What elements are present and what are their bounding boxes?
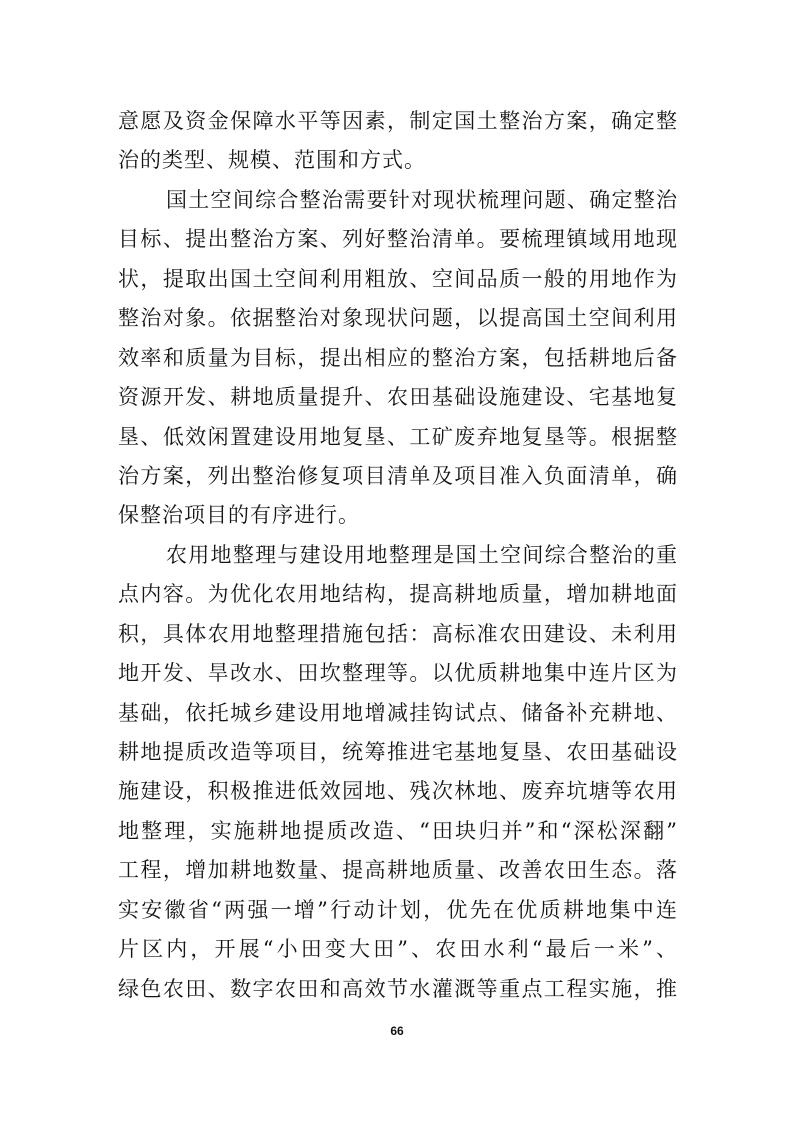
text-line: 施建设，积极推进低效园地、残次林地、废弃坑塘等农用	[118, 779, 678, 804]
text-line: 实安徽省“两强一增”行动计划，优先在优质耕地集中连	[118, 897, 678, 922]
text-line: 保整治项目的有序进行。	[118, 503, 360, 528]
text-line: 垦、低效闲置建设用地复垦、工矿废弃地复垦等。根据整	[118, 424, 678, 449]
text-line: 资源开发、耕地质量提升、农田基础设施建设、宅基地复	[118, 385, 678, 410]
paragraph-land-consolidation-goals	[118, 181, 678, 536]
text-line: 治方案，列出整治修复项目清单及项目准入负面清单，确	[118, 463, 678, 488]
text-line: 国土空间综合整治需要针对现状梳理问题、确定整治	[166, 187, 678, 212]
text-line: 治的类型、规模、范围和方式。	[118, 148, 426, 173]
text-line: 绿色农田、数字农田和高效节水灌溉等重点工程实施，推	[118, 976, 678, 1001]
text-line: 整治对象。依据整治对象现状问题，以提高国土空间利用	[118, 306, 678, 331]
text-line: 片区内，开展“小田变大田”、农田水利“最后一米”、	[118, 937, 678, 962]
text-line: 效率和质量为目标，提出相应的整治方案，包括耕地后备	[118, 345, 678, 370]
text-line: 点内容。为优化农用地结构，提高耕地质量，增加耕地面	[118, 582, 678, 607]
text-line: 耕地提质改造等项目，统筹推进宅基地复垦、农田基础设	[118, 740, 678, 764]
text-line: 基础，依托城乡建设用地增减挂钩试点、储备补充耕地、	[118, 700, 678, 725]
text-line: 农用地整理与建设用地整理是国土空间综合整治的重	[166, 542, 678, 567]
text-line: 地整理，实施耕地提质改造、“田块归并”和“深松深翻”	[118, 818, 678, 843]
text-line: 地开发、旱改水、田坎整理等。以优质耕地集中连片区为	[118, 661, 678, 686]
text-line: 意愿及资金保障水平等因素，制定国土整治方案，确定整	[118, 109, 678, 133]
text-line: 状，提取出国土空间利用粗放、空间品质一般的用地作为	[118, 266, 678, 291]
page-number: 66	[390, 1024, 404, 1038]
body-text	[118, 102, 678, 1009]
paragraph-farmland-consolidation	[118, 536, 678, 1009]
paragraph-continued	[118, 102, 678, 181]
text-line: 目标、提出整治方案、列好整治清单。要梳理镇域用地现	[118, 227, 678, 252]
text-line: 工程，增加耕地数量、提高耕地质量、改善农田生态。落	[118, 858, 678, 883]
text-line: 积，具体农用地整理措施包括：高标准农田建设、未利用	[118, 621, 678, 646]
